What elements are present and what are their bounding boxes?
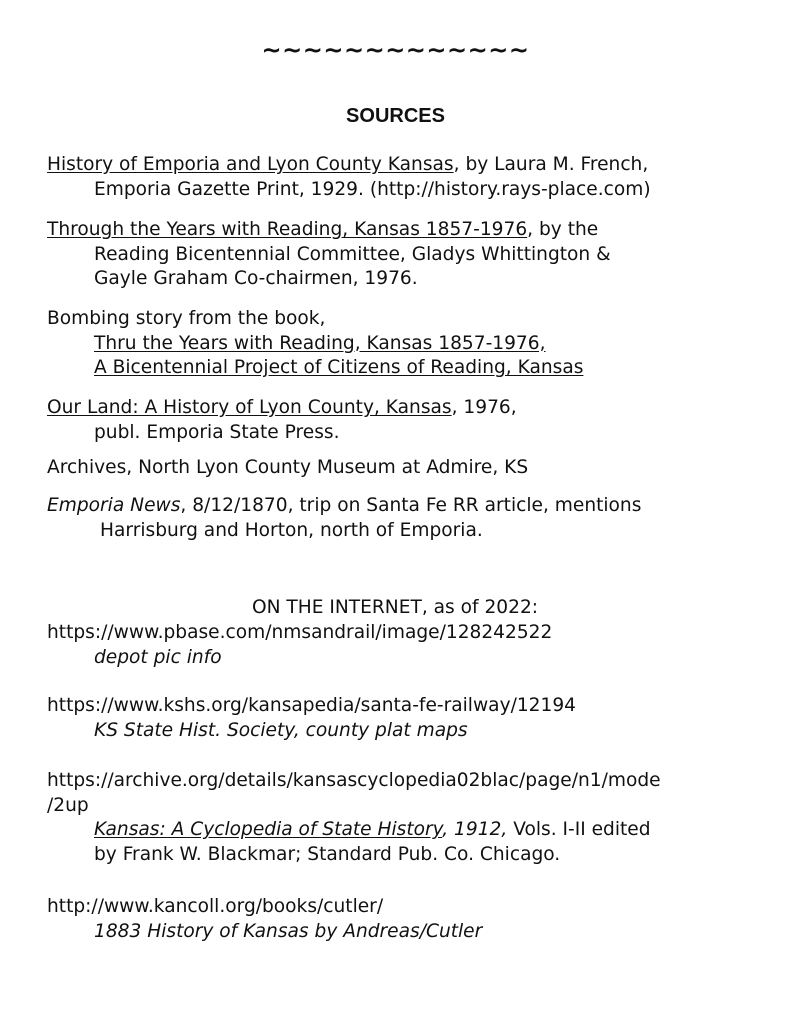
link-url-continued[interactable]: /2up <box>47 794 89 816</box>
internet-entry <box>47 769 767 867</box>
source-entry <box>47 153 767 202</box>
link-url[interactable]: https://www.pbase.com/nmsandrail/image/128242522 <box>47 622 553 643</box>
source-entry <box>47 396 767 445</box>
source-text: Gayle Graham Co-chairmen, 1976. <box>94 268 418 289</box>
source-entry <box>47 456 767 481</box>
link-note: KS State Hist. Society, county plat maps <box>94 719 468 741</box>
source-text: Bombing story from the book, <box>47 308 326 329</box>
source-title: Thru the Years with Reading, Kansas 1857-1976, <box>94 332 546 354</box>
link-url[interactable]: https://www.kshs.org/kansapedia/santa-fe-railway/12194 <box>47 695 576 716</box>
source-title: Our Land: A History of Lyon County, Kansas <box>47 397 452 418</box>
source-text: , 8/12/1870, trip on Santa Fe RR article, mentions <box>180 495 642 516</box>
link-note: depot pic info <box>94 646 222 668</box>
link-url[interactable]: http://www.kancoll.org/books/cutler/ <box>47 896 384 917</box>
source-text: Archives, North Lyon County Museum at Admire, KS <box>47 457 529 478</box>
source-text: , by the <box>527 219 599 240</box>
source-text: , 1976, <box>451 397 517 418</box>
source-text: publ. Emporia State Press. <box>94 421 340 443</box>
link-note-title: Kansas: A Cyclopedia of State History <box>94 819 443 840</box>
internet-entry <box>47 895 767 944</box>
link-note-text: by Frank W. Blackmar; Standard Pub. Co. Chicago. <box>94 843 561 865</box>
source-title: History of Emporia and Lyon County Kansas <box>47 154 454 175</box>
internet-heading-block <box>47 596 743 621</box>
sources-heading: SOURCES <box>346 105 445 127</box>
source-title: Emporia News <box>47 495 181 516</box>
source-title: Through the Years with Reading, Kansas 1857-1976 <box>47 219 528 240</box>
link-note-year: 1912, <box>454 819 508 840</box>
link-url[interactable]: https://archive.org/details/kansascyclopedia02blac/page/n1/mode <box>47 770 661 791</box>
source-text: , by Laura M. French, <box>453 154 649 175</box>
source-entry <box>47 494 767 543</box>
internet-entry <box>47 694 767 743</box>
source-title: A Bicentennial Project of Citizens of Reading, Kansas <box>94 357 584 378</box>
link-note: 1883 History of Kansas by Andreas/Cutler <box>94 920 483 942</box>
ornament-divider: ~~~~~~~~~~~~~ <box>261 36 530 64</box>
link-note-sep: , <box>442 819 455 840</box>
source-entry <box>47 307 767 381</box>
internet-heading: ON THE INTERNET, as of 2022: <box>251 597 539 618</box>
internet-entry <box>47 621 767 670</box>
link-note-text: Vols. I-II edited <box>507 819 651 840</box>
source-text: Emporia Gazette Print, 1929. (http://history.rays-place.com) <box>94 178 651 200</box>
source-entry <box>47 218 767 292</box>
source-text: Harrisburg and Horton, north of Emporia. <box>100 519 483 541</box>
source-text: Reading Bicentennial Committee, Gladys Whittington & <box>94 243 611 265</box>
